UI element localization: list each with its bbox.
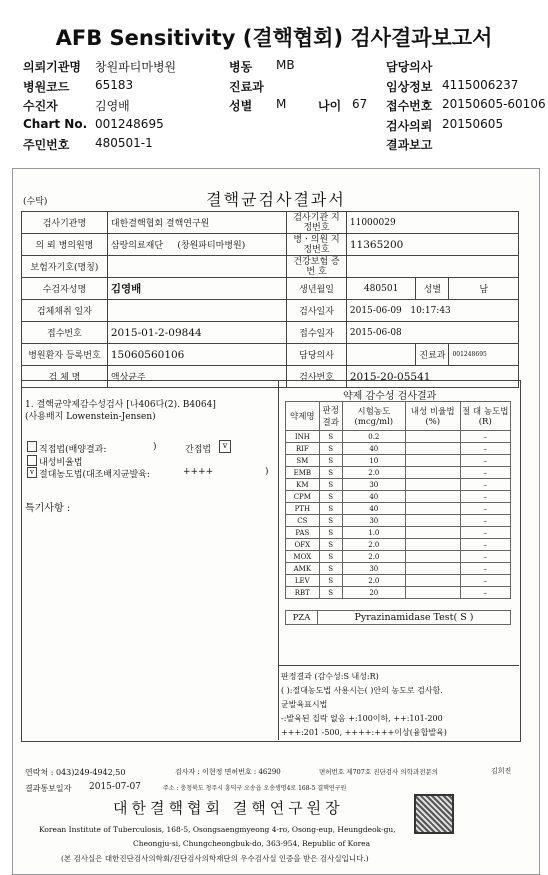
clinical-info-value: 4115006237 [442, 78, 519, 92]
sensitivity-cell [405, 551, 460, 563]
sensitivity-cell: 2.0 [342, 467, 405, 479]
sensitivity-cell [405, 455, 460, 467]
address-en-1: Korean Institute of Tuberculosis, 168-5, Osongsaengmyeong 4-ro, Osong-eup, Heungdeok-gu, [39, 825, 396, 834]
spec-label: 검 체 명 [22, 366, 108, 388]
result-divider [278, 380, 279, 740]
special-notes: 특기사항 : [25, 503, 71, 514]
pat-label: 병원환자 등록번호 [22, 344, 108, 366]
indirect-checkbox: v [219, 440, 231, 453]
req-cell [107, 234, 286, 256]
sensitivity-cell [405, 431, 460, 443]
direct-checkbox [27, 441, 37, 452]
sensitivity-cell: – [460, 539, 510, 551]
sensitivity-cell [405, 479, 460, 491]
sensitivity-cell: – [460, 527, 510, 539]
sensitivity-row [286, 587, 511, 599]
req-label: 의 뢰 병의원명 [22, 234, 108, 256]
doctor-value2 [346, 344, 416, 366]
recv-value: 2015-01-2-09844 [107, 322, 286, 344]
ins-num-value [346, 256, 518, 278]
sensitivity-header-cell: 절 대 농도법(R) [460, 402, 510, 431]
sensitivity-cell: 40 [342, 503, 405, 515]
sensitivity-cell [405, 503, 460, 515]
indirect-method: 간접법 [185, 445, 212, 455]
absolute-method: 절대농도법(대조배지균발육: [39, 470, 150, 480]
patient-value: 김영배 [95, 99, 130, 113]
direct-method-end: ) [153, 442, 157, 452]
sensitivity-row [286, 515, 511, 527]
sensitivity-cell [405, 563, 460, 575]
resident-no-label: 주민번호 [23, 138, 70, 152]
ratio-method: 내성비율법 [39, 458, 83, 468]
dept-label2: 진료과 [416, 344, 449, 366]
req-value: 삼랑의료재단 [110, 241, 164, 251]
inst-code-label: 검사기관 지정번호 [287, 212, 347, 234]
sensitivity-cell: – [460, 551, 510, 563]
sensitivity-cell: S [319, 467, 342, 479]
dob-label: 생년월일 [287, 278, 347, 300]
ins-num-label: 건강보험 증 번 호 [287, 256, 347, 278]
sensitivity-cell: – [460, 515, 510, 527]
sensitivity-cell: – [460, 479, 510, 491]
absolute-checkbox: v [27, 467, 37, 478]
sensitivity-row [286, 527, 511, 539]
sensitivity-cell: 30 [342, 563, 405, 575]
ward-label: 병동 [229, 60, 253, 74]
sensitivity-cell: 30 [342, 515, 405, 527]
test-time: 10:17:43 [410, 305, 451, 316]
interp-line-5: +++:201 -500, ++++:+++이상(융합발육) [281, 728, 447, 737]
recv-date-label: 접수일자 [287, 322, 347, 344]
scanned-report [12, 168, 540, 875]
absolute-growth: ++++ [183, 467, 214, 477]
sensitivity-cell: – [460, 575, 510, 587]
interp-divider [278, 665, 519, 666]
pza-table [285, 610, 511, 625]
pza-label: PZA [286, 611, 318, 625]
sensitivity-cell: INH [286, 431, 320, 443]
sensitivity-header-cell: 약제명 [286, 402, 320, 431]
sensitivity-cell: 40 [342, 491, 405, 503]
sensitivity-cell: S [319, 587, 342, 599]
interp-line-2: ( ):절대농도법 사용시는( )안의 농도로 검사함. [281, 686, 443, 695]
consignment-mark: (수탁) [23, 197, 48, 207]
test-method-line2: (사용배지 Lowenstein-Jensen) [25, 412, 156, 422]
sensitivity-title: 약제 감수성 검사결과 [343, 391, 437, 402]
address-kr: 주소 : 충청북도 청주시 흥덕구 오송읍 오송생명4로 168-5 결핵연구원 [163, 785, 347, 792]
sensitivity-cell: S [319, 527, 342, 539]
sensitivity-cell: EMB [286, 467, 320, 479]
sensitivity-cell: PTH [286, 503, 320, 515]
sensitivity-cell: – [460, 587, 510, 599]
interp-line-3: 균발육표시법 [281, 700, 328, 709]
request-date-value: 20150605 [442, 117, 504, 131]
sensitivity-row [286, 539, 511, 551]
sensitivity-row [286, 563, 511, 575]
certification-note: (본 검사실은 대한진단검사의학회/진단검사의학재단의 우수검사실 인증을 받은 검사실입니다.) [61, 854, 369, 863]
interp-line-1: 판정결과 (감수성:S 내성:R) [281, 672, 379, 681]
sensitivity-cell: S [319, 491, 342, 503]
sensitivity-cell [405, 491, 460, 503]
director: 면허번호 제707호 진단검사 의학과전문의 [319, 768, 439, 776]
inst-label: 검사기관명 [22, 212, 108, 234]
sensitivity-cell: S [319, 539, 342, 551]
sensitivity-cell: – [460, 467, 510, 479]
sensitivity-cell: 2.0 [342, 539, 405, 551]
sensitivity-cell: RBT [286, 587, 320, 599]
sex-value: M [276, 97, 287, 111]
sensitivity-cell: 20 [342, 587, 405, 599]
req-sub: (창원파티마병원) [177, 241, 246, 251]
sex-value2: 남 [449, 278, 519, 300]
document-title: 결핵균검사결과서 [206, 190, 346, 209]
sensitivity-cell: RIF [286, 443, 320, 455]
tester: 검사자 : 이현정 면허번호 : 46290 [175, 768, 281, 776]
sensitivity-cell: 2.0 [342, 551, 405, 563]
info-table [21, 211, 519, 388]
sensitivity-cell: MOX [286, 551, 320, 563]
sensitivity-cell: CS [286, 515, 320, 527]
sensitivity-cell: S [319, 563, 342, 575]
hospital-code-label: 병원코드 [23, 80, 70, 94]
test-date-cell [346, 300, 518, 322]
name-label: 수검자성명 [22, 278, 108, 300]
interp-line-4: -:발육된 집락 없음 +:100이하, ++:101-200 [281, 714, 443, 723]
sensitivity-cell: PAS [286, 527, 320, 539]
age-label: 나이 [318, 99, 342, 113]
patient-label: 수진자 [23, 99, 58, 113]
sensitivity-row [286, 503, 511, 515]
sensitivity-cell: – [460, 443, 510, 455]
sensitivity-cell: – [460, 455, 510, 467]
dept-label: 진료과 [229, 80, 264, 94]
no-label: 검사번호 [287, 366, 347, 388]
pat-value: 15060560106 [107, 344, 286, 366]
sensitivity-header-row [286, 402, 511, 431]
sensitivity-header-cell: 내성 비율법(%) [405, 402, 460, 431]
report-title: AFB Sensitivity (결핵협회) 검사결과보고서 [55, 26, 493, 50]
sensitivity-cell: LEV [286, 575, 320, 587]
sensitivity-cell: 10 [342, 455, 405, 467]
sensitivity-cell: – [460, 431, 510, 443]
sensitivity-cell: – [460, 563, 510, 575]
req-code: 11365200 [346, 234, 518, 256]
sensitivity-row [286, 431, 511, 443]
age-value: 67 [352, 97, 368, 111]
no-value: 2015-20-05541 [346, 366, 518, 388]
receipt-no-label: 접수번호 [386, 99, 433, 113]
dept-value2: 001248695 [449, 344, 519, 366]
ins-value [107, 256, 286, 278]
sensitivity-cell: S [319, 431, 342, 443]
sensitivity-cell: 40 [342, 443, 405, 455]
organization: 대한결핵협회 결핵연구원장 [113, 799, 344, 817]
sensitivity-cell: S [319, 503, 342, 515]
chart-no-label: Chart No. [23, 117, 88, 131]
sensitivity-cell: S [319, 443, 342, 455]
resident-no-value: 480501-1 [95, 136, 153, 150]
contact: 연락처 : 043)249-4942,50 [25, 768, 126, 777]
pza-value: Pyrazinamidase Test( S ) [317, 611, 510, 625]
sensitivity-header-cell: 판정 결과 [319, 402, 342, 431]
sensitivity-row [286, 455, 511, 467]
sensitivity-row [286, 479, 511, 491]
sensitivity-cell: AMK [286, 563, 320, 575]
sensitivity-cell: CPM [286, 491, 320, 503]
report-date-value2: 2015-07-07 [89, 782, 141, 792]
sensitivity-cell: KM [286, 479, 320, 491]
sensitivity-row [286, 491, 511, 503]
report-date-label2: 결과통보일자 [25, 784, 72, 793]
doctor-label: 담당의사 [386, 60, 433, 74]
sensitivity-cell: S [319, 455, 342, 467]
absolute-end: ) [265, 467, 269, 477]
sensitivity-cell [405, 443, 460, 455]
test-method-line1: 1. 결핵균약제감수성검사 [나406다(2). B4064] [25, 400, 216, 410]
sensitivity-cell: 1.0 [342, 527, 405, 539]
clinical-info-label: 임상정보 [386, 80, 433, 94]
sensitivity-cell [405, 575, 460, 587]
sensitivity-cell: S [319, 575, 342, 587]
ratio-checkbox [27, 455, 37, 466]
collect-value [107, 300, 286, 322]
sensitivity-table [285, 401, 511, 599]
sensitivity-cell: 0.2 [342, 431, 405, 443]
sensitivity-cell: – [460, 503, 510, 515]
sensitivity-cell: SM [286, 455, 320, 467]
inst-value: 대한결핵협회 결핵연구원 [107, 212, 286, 234]
sensitivity-cell [405, 467, 460, 479]
direct-method: 직접법(배양결과: [39, 445, 107, 455]
sensitivity-cell: 2.0 [342, 575, 405, 587]
test-date: 2015-06-09 [349, 305, 402, 316]
sensitivity-cell: S [319, 551, 342, 563]
report-date-label: 결과보고 [386, 138, 433, 152]
ward-value: MB [276, 58, 295, 72]
test-date-label: 검사일자 [287, 300, 347, 322]
doctor-label2: 담당의사 [287, 344, 347, 366]
ins-label: 보험자기호(명칭) [22, 256, 108, 278]
sensitivity-row [286, 443, 511, 455]
sex-label: 성별 [229, 99, 253, 113]
req-code-label: 병ㆍ의원 지정번호 [287, 234, 347, 256]
sensitivity-row [286, 467, 511, 479]
sensitivity-cell [405, 587, 460, 599]
inst-code: 11000029 [346, 212, 518, 234]
sensitivity-cell: OFX [286, 539, 320, 551]
hospital-code-value: 65183 [95, 78, 134, 92]
sensitivity-cell: S [319, 515, 342, 527]
sensitivity-cell: – [460, 491, 510, 503]
collect-label: 검체채취 일자 [22, 300, 108, 322]
sex-label2: 성별 [416, 278, 449, 300]
dob-value: 480501 [346, 278, 416, 300]
sensitivity-row [286, 575, 511, 587]
recv-label: 접수번호 [22, 322, 108, 344]
recv-date: 2015-06-08 [346, 322, 518, 344]
requester-value: 창원파티마병원 [95, 60, 177, 74]
sensitivity-cell: S [319, 479, 342, 491]
receipt-no-value: 20150605-60106 [442, 97, 546, 111]
director-name: 김희진 [491, 767, 512, 775]
name-value: 김영배 [107, 278, 286, 300]
request-date-label: 검사의뢰 [386, 119, 433, 133]
sensitivity-row [286, 551, 511, 563]
sensitivity-cell [405, 527, 460, 539]
sensitivity-header-cell: 시험농도 (mcg/ml) [342, 402, 405, 431]
spec-value: 액상균주 [107, 366, 286, 388]
official-seal-stamp [414, 794, 454, 834]
sensitivity-cell [405, 515, 460, 527]
sensitivity-cell: 30 [342, 479, 405, 491]
sensitivity-cell [405, 539, 460, 551]
requester-label: 의뢰기관명 [23, 60, 81, 74]
chart-no-value: 001248695 [95, 117, 164, 131]
address-en-2: Cheongju-si, Chungcheongbuk-do, 363-954, Republic of Korea [133, 839, 371, 848]
